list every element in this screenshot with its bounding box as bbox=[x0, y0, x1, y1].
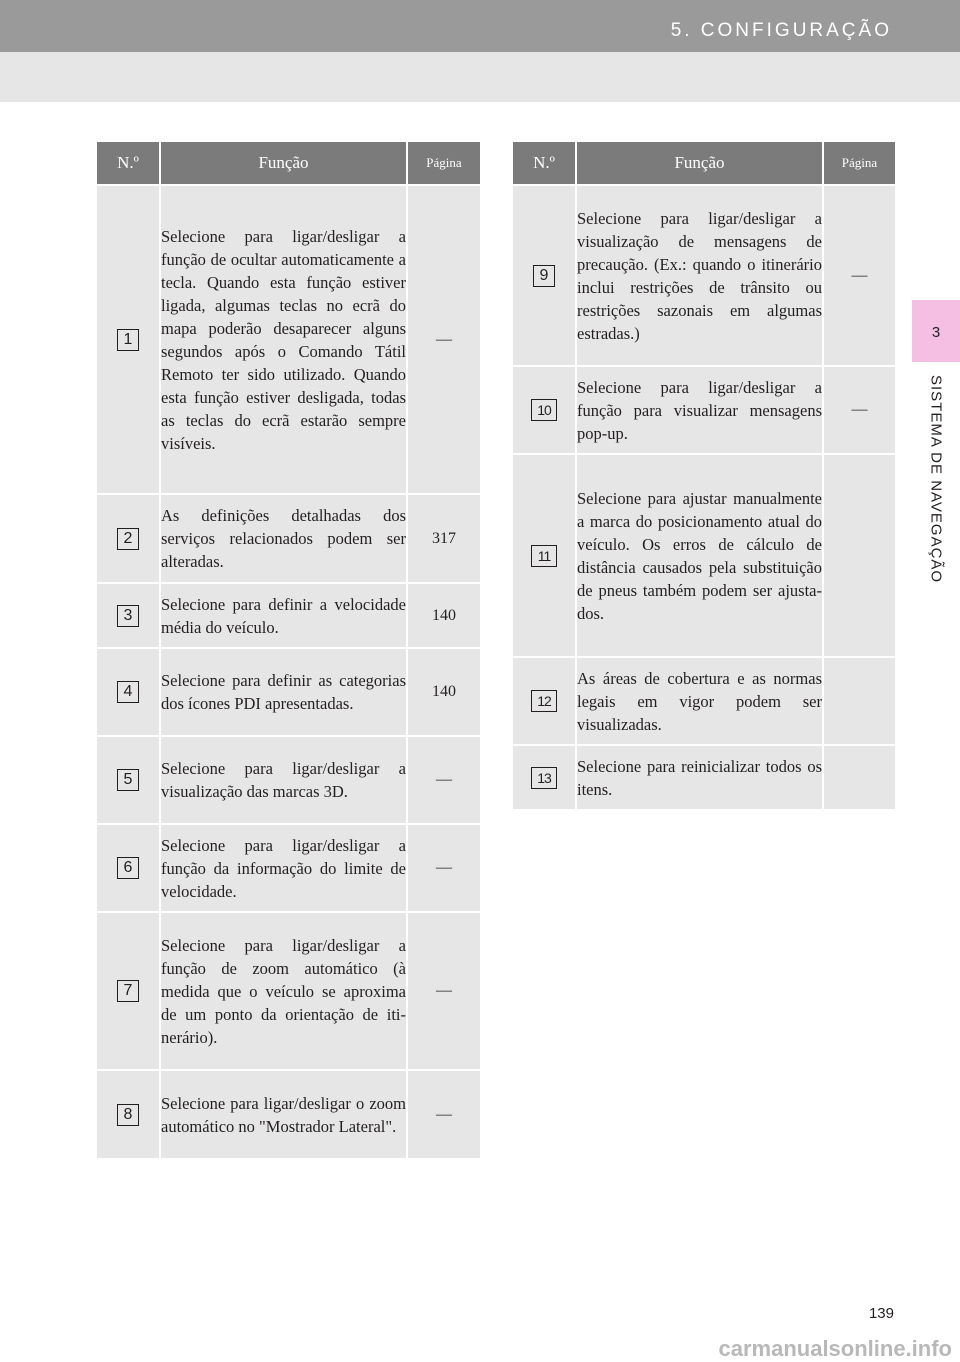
page-ref: — bbox=[823, 185, 895, 366]
table-row bbox=[97, 583, 480, 648]
chapter-tab bbox=[912, 300, 960, 362]
page-ref: — bbox=[407, 824, 480, 912]
header-page: Página bbox=[823, 142, 895, 185]
page-ref: — bbox=[407, 912, 480, 1070]
header-number: N.º bbox=[97, 142, 160, 185]
header-function: Função bbox=[576, 142, 823, 185]
item-number-badge: 8 bbox=[117, 1104, 139, 1126]
function-text: As áreas de cobertura e as normas legais em vigor podem ser visualizadas. bbox=[576, 657, 823, 745]
header-function: Função bbox=[160, 142, 407, 185]
item-number-badge: 11 bbox=[531, 545, 557, 567]
item-number-badge: 12 bbox=[531, 690, 557, 712]
table-row bbox=[97, 494, 480, 583]
chapter-label: SISTEMA DE NAVEGAÇÃO bbox=[927, 375, 945, 584]
page-ref: — bbox=[407, 185, 480, 494]
function-text: Selecione para ligar/desligar a função para visualizar mensagens pop-up. bbox=[576, 366, 823, 454]
item-number-badge: 3 bbox=[117, 605, 139, 627]
function-text: Selecione para ligar/desligar a visualização de mensagens de precaução. (Ex.: quando o itinerário inclui restrições de trânsito ou restrições sazonais em algumas estradas.) bbox=[576, 185, 823, 366]
item-number-badge: 4 bbox=[117, 681, 139, 703]
item-number-badge: 9 bbox=[533, 265, 555, 287]
chapter-number: 3 bbox=[931, 324, 941, 341]
item-number-badge: 5 bbox=[117, 769, 139, 791]
function-text: Selecione para reinicializar todos os itens. bbox=[576, 745, 823, 809]
table-row bbox=[97, 736, 480, 824]
table-row bbox=[513, 657, 895, 745]
page-ref bbox=[823, 745, 895, 809]
header-number: N.º bbox=[513, 142, 576, 185]
function-text: As definições detalhadas dos serviços relacionados podem ser alteradas. bbox=[160, 494, 407, 583]
function-table-right bbox=[513, 142, 895, 809]
table-row bbox=[513, 366, 895, 454]
function-text: Selecione para ligar/desligar a função da informação do limite de velocidade. bbox=[160, 824, 407, 912]
function-text: Selecione para definir a velocidade média do veículo. bbox=[160, 583, 407, 648]
table-row bbox=[513, 454, 895, 657]
watermark: carmanualsonline.info bbox=[718, 1336, 952, 1361]
table-row bbox=[97, 824, 480, 912]
page-ref: — bbox=[407, 736, 480, 824]
item-number-badge: 13 bbox=[531, 767, 557, 789]
header-page: Página bbox=[407, 142, 480, 185]
function-text: Selecione para ajustar manualmente a marca do posicionamento atual do veículo. Os erros de cálculo de distância causados pela substituição de pneus também podem ser ajustados. bbox=[576, 454, 823, 657]
item-number-badge: 10 bbox=[531, 399, 557, 421]
page-ref: 140 bbox=[407, 648, 480, 736]
page-ref bbox=[823, 657, 895, 745]
page-ref bbox=[823, 454, 895, 657]
page-number: 139 bbox=[868, 1305, 894, 1322]
function-text: Selecione para ligar/desligar a função de zoom automático (à medida que o veículo se aproxima de um ponto da orientação de itinerário). bbox=[160, 912, 407, 1070]
table-row bbox=[97, 1070, 480, 1158]
item-number-badge: 6 bbox=[117, 857, 139, 879]
table-row bbox=[97, 648, 480, 736]
function-text: Selecione para ligar/desligar a função de ocultar automaticamente a tecla. Quando esta função estiver ligada, algumas teclas no ecrã do mapa poderão desaparecer alguns segundos após o Comando Tátil Remoto ter sido utilizado. Quando esta função estiver desligada, todas as teclas do ecrã estarão sempre visíveis. bbox=[160, 185, 407, 494]
page-ref: — bbox=[823, 366, 895, 454]
page-ref: 140 bbox=[407, 583, 480, 648]
function-table-left bbox=[97, 142, 480, 1158]
function-text: Selecione para ligar/desligar a visualização das marcas 3D. bbox=[160, 736, 407, 824]
page-ref: 317 bbox=[407, 494, 480, 583]
header-subband bbox=[0, 52, 960, 102]
function-text: Selecione para ligar/desligar o zoom automático no "Mostrador Lateral". bbox=[160, 1070, 407, 1158]
item-number-badge: 2 bbox=[117, 528, 139, 550]
item-number-badge: 7 bbox=[117, 980, 139, 1002]
function-text: Selecione para definir as categorias dos ícones PDI apresentadas. bbox=[160, 648, 407, 736]
table-row bbox=[513, 185, 895, 366]
item-number-badge: 1 bbox=[117, 329, 139, 351]
page-ref: — bbox=[407, 1070, 480, 1158]
table-row bbox=[97, 185, 480, 494]
section-title: 5. CONFIGURAÇÃO bbox=[670, 20, 892, 41]
table-row bbox=[513, 745, 895, 809]
table-row bbox=[97, 912, 480, 1070]
